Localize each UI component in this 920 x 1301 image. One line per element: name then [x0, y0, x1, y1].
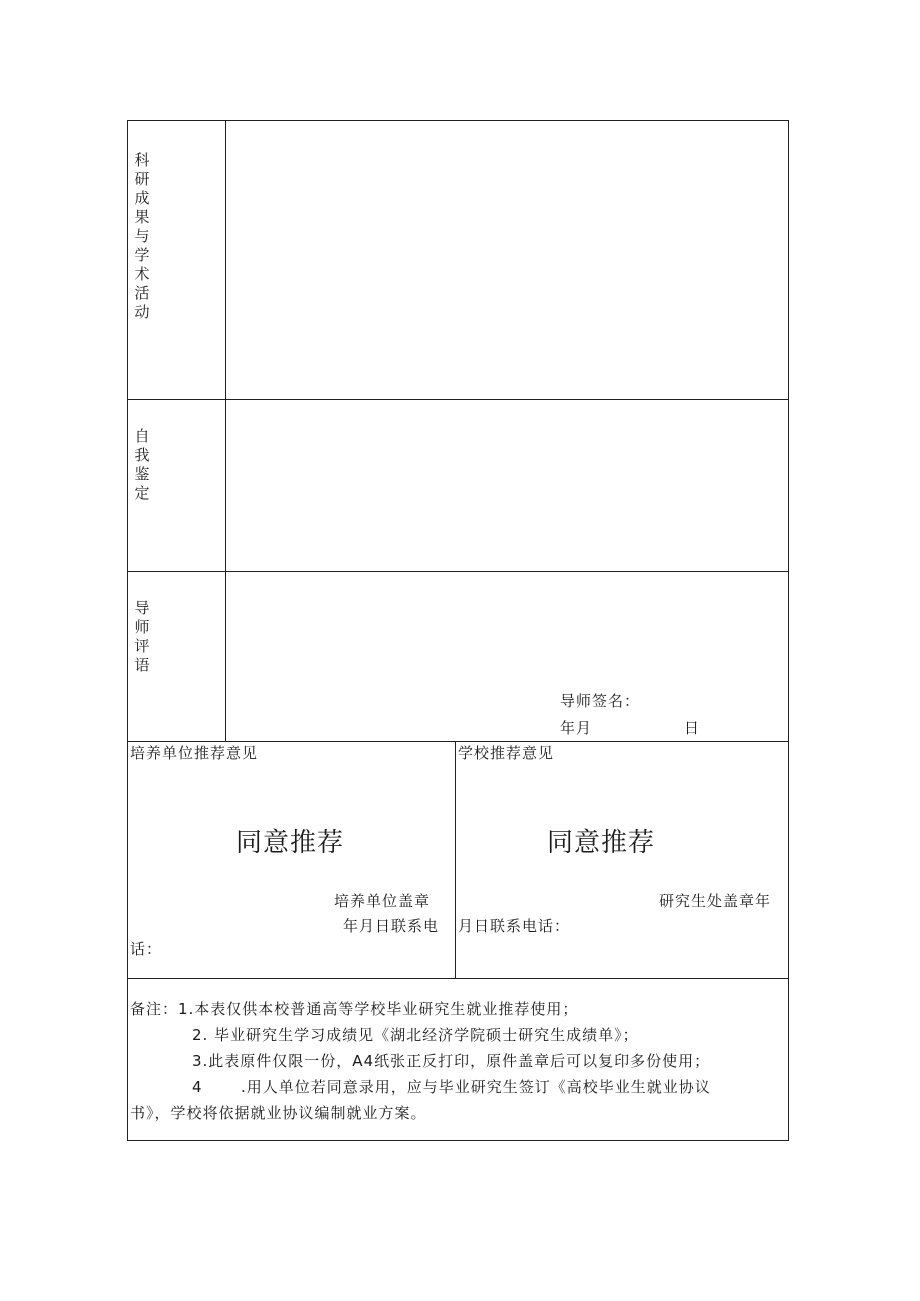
advisor-label: 导师评语: [134, 599, 150, 674]
note-line-1: 备注：1.本表仅供本校普通高等学校毕业研究生就业推荐使用；: [130, 1000, 579, 1018]
school-recommend-title: 学校推荐意见: [458, 744, 555, 762]
note-line-3: 3.此表原件仅限一份，A4纸张正反打印，原件盖章后可以复印多份使用；: [192, 1052, 711, 1070]
research-label: 科研成果与学术活动: [134, 151, 150, 321]
school-recommend-stamp: 同意推荐: [547, 828, 656, 858]
unit-seal-label: 培养单位盖章: [334, 892, 431, 910]
unit-recommend-title: 培养单位推荐意见: [130, 744, 259, 762]
note-line-4-number: 4: [192, 1078, 203, 1096]
advisor-date-year-month: 年月: [560, 719, 593, 737]
research-content-area[interactable]: [226, 121, 788, 399]
unit-recommend-stamp: 同意推荐: [236, 828, 345, 858]
advisor-content-area[interactable]: [226, 572, 788, 741]
note-line-2: 2. 毕业研究生学习成绩见《湖北经济学院硕士研究生成绩单》；: [192, 1026, 639, 1044]
row-divider-advisor: [128, 741, 788, 742]
note-line-5: 书》，学校将依据就业协议编制就业方案。: [130, 1104, 427, 1122]
school-date-phone: 月日联系电话：: [458, 917, 571, 935]
recommendation-form-table: [127, 120, 789, 1141]
note-line-4: .用人单位若同意录用，应与毕业研究生签订《高校毕业生就业协议: [241, 1078, 711, 1096]
recommend-column-divider: [455, 741, 456, 978]
school-seal-label: 研究生处盖章年: [659, 892, 772, 910]
unit-phone-tail: 话：: [130, 940, 163, 958]
self-eval-label: 自我鉴定: [134, 427, 150, 502]
advisor-date-day: 日: [684, 719, 701, 737]
row-divider-recommend: [128, 978, 788, 979]
advisor-signature-label: 导师签名：: [560, 692, 641, 710]
unit-date-phone: 年月日联系电: [343, 917, 440, 935]
self-eval-content-area[interactable]: [226, 400, 788, 571]
